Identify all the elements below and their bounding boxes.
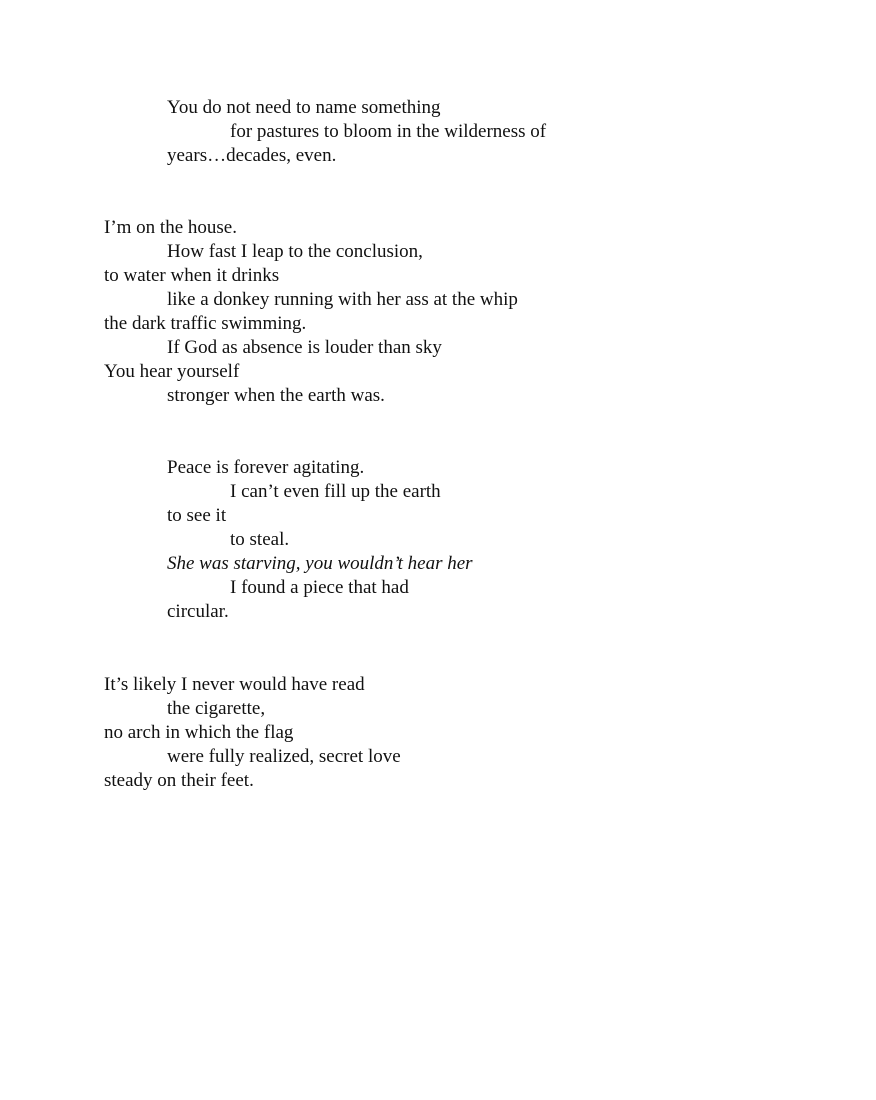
poem-line: I found a piece that had: [230, 577, 409, 598]
poem-line: It’s likely I never would have read: [104, 674, 365, 695]
poem-line: for pastures to bloom in the wilderness of: [230, 121, 547, 142]
poem-line: years…decades, even.: [167, 145, 337, 166]
poem-line: You do not need to name something: [167, 97, 441, 118]
stanza-4: [104, 673, 824, 793]
poem-line: stronger when the earth was.: [167, 385, 385, 406]
poem-line: to see it: [167, 505, 227, 526]
poem-line: How fast I leap to the conclusion,: [167, 241, 423, 262]
poem-line: I’m on the house.: [104, 217, 237, 238]
poem-line: steady on their feet.: [104, 770, 254, 791]
poem-line: I can’t even fill up the earth: [230, 481, 441, 502]
poem-line: like a donkey running with her ass at the whip: [167, 289, 518, 310]
poem-line: the dark traffic swimming.: [104, 313, 307, 334]
poem-line: the cigarette,: [167, 698, 266, 719]
poem-line-italic: She was starving, you wouldn’t hear her: [167, 553, 473, 574]
stanza-3: [104, 456, 824, 624]
poem-line: circular.: [167, 601, 229, 622]
stanza-2: [104, 216, 824, 408]
poem-line: If God as absence is louder than sky: [167, 337, 442, 358]
poem-line: no arch in which the flag: [104, 722, 294, 743]
poem-line: to steal.: [230, 529, 290, 550]
poem-line: to water when it drinks: [104, 265, 280, 286]
poem-line: Peace is forever agitating.: [167, 457, 365, 478]
stanza-1: [104, 96, 824, 168]
poem-line: You hear yourself: [104, 361, 240, 382]
poem-line: were fully realized, secret love: [167, 746, 401, 767]
